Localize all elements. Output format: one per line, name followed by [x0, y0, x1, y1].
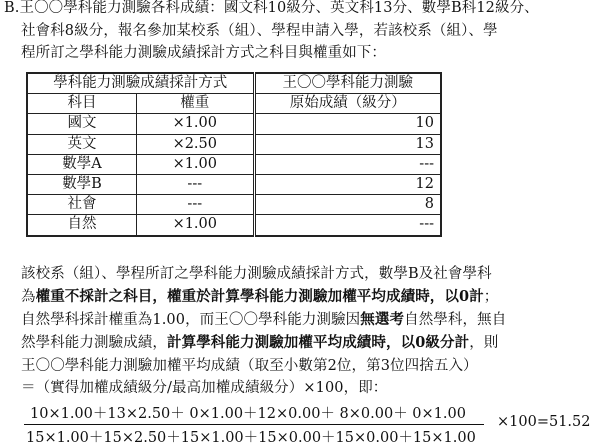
- explanation-line-1: 該校系（組）、學程所訂之學科能力測驗成績採計方式，數學B及社會學科: [21, 266, 492, 282]
- table-subheader-row: [27, 94, 441, 114]
- header-score-1: 王〇〇學科能力測驗: [254, 73, 441, 94]
- explanation-line-2: [21, 286, 498, 308]
- cell-subject: 英文: [27, 134, 137, 154]
- table-row: [27, 114, 441, 134]
- fraction-bar: [24, 424, 484, 425]
- table-row: [27, 195, 441, 215]
- cell-score: 10: [254, 114, 441, 134]
- formula-numerator: 10×1.00＋13×2.50＋ 0×1.00＋12×0.00＋ 8×0.00＋ 0×1.00: [30, 406, 466, 422]
- header-score-2: 原始成績（級分）: [254, 94, 441, 114]
- explanation-text: ，則: [469, 335, 499, 351]
- cell-score: ---: [254, 215, 441, 236]
- cell-subject: 數學A: [27, 154, 137, 174]
- cell-weight: ---: [137, 174, 255, 194]
- explanation-text: 自然學科採計權重為1.00，而王〇〇學科能力測驗因: [21, 312, 361, 328]
- explanation-emphasis: 計算學科能力測驗加權平均成績時，以0級分計: [167, 334, 470, 351]
- cell-weight: ×1.00: [137, 215, 255, 236]
- explanation-text: ；: [483, 289, 499, 305]
- cell-score: 8: [254, 195, 441, 215]
- explanation-text: 為: [21, 289, 36, 305]
- intro-line-2: 社會科8級分，報名參加某校系（組）、學程申請入學，若該校系（組）、學: [21, 23, 498, 39]
- header-subject: 科目: [27, 94, 137, 114]
- explanation-line-3: [21, 309, 506, 331]
- table-row: [27, 134, 441, 154]
- cell-subject: 社會: [27, 195, 137, 215]
- cell-weight: ×1.00: [137, 154, 255, 174]
- cell-subject: 數學B: [27, 174, 137, 194]
- intro-line-1: B.王〇〇學科能力測驗各科成績：國文科10級分、英文科13分、數學B科12級分、: [4, 0, 539, 16]
- cell-score: 12: [254, 174, 441, 194]
- table-row: [27, 154, 441, 174]
- header-weight: 權重: [137, 94, 255, 114]
- explanation-line-4: [21, 332, 498, 354]
- cell-weight: ---: [137, 195, 255, 215]
- cell-weight: ×1.00: [137, 114, 255, 134]
- cell-score: 13: [254, 134, 441, 154]
- intro-line-3: 程所訂之學科能力測驗成績採計方式之科目與權重如下：: [21, 45, 386, 61]
- explanation-line-5: 王〇〇學科能力測驗加權平均成績（取至小數第2位，第3位四捨五入）: [21, 358, 478, 374]
- explanation-text: 自然學科，無自: [404, 312, 507, 328]
- explanation-emphasis: 無選考: [360, 311, 405, 328]
- cell-subject: 自然: [27, 215, 137, 236]
- cell-weight: ×2.50: [137, 134, 255, 154]
- score-weight-table: [26, 72, 442, 237]
- cell-subject: 國文: [27, 114, 137, 134]
- formula-denominator: 15×1.00＋15×2.50＋15×1.00＋15×0.00＋15×0.00＋15×1.00: [26, 430, 476, 446]
- explanation-line-6: ＝（實得加權成績級分/最高加權成績級分）×100，即：: [21, 380, 388, 396]
- explanation-text: 然學科能力測驗成績，: [21, 335, 167, 351]
- table-row: [27, 174, 441, 194]
- cell-score: ---: [254, 154, 441, 174]
- header-calc-method: 學科能力測驗成績採計方式: [27, 73, 254, 94]
- explanation-emphasis: 權重不採計之科目，權重於計算學科能力測驗加權平均成績時，以0計: [35, 288, 484, 305]
- formula-result: ×100=51.52: [497, 414, 591, 430]
- table-row: [27, 215, 441, 236]
- table-header-row: [27, 73, 441, 94]
